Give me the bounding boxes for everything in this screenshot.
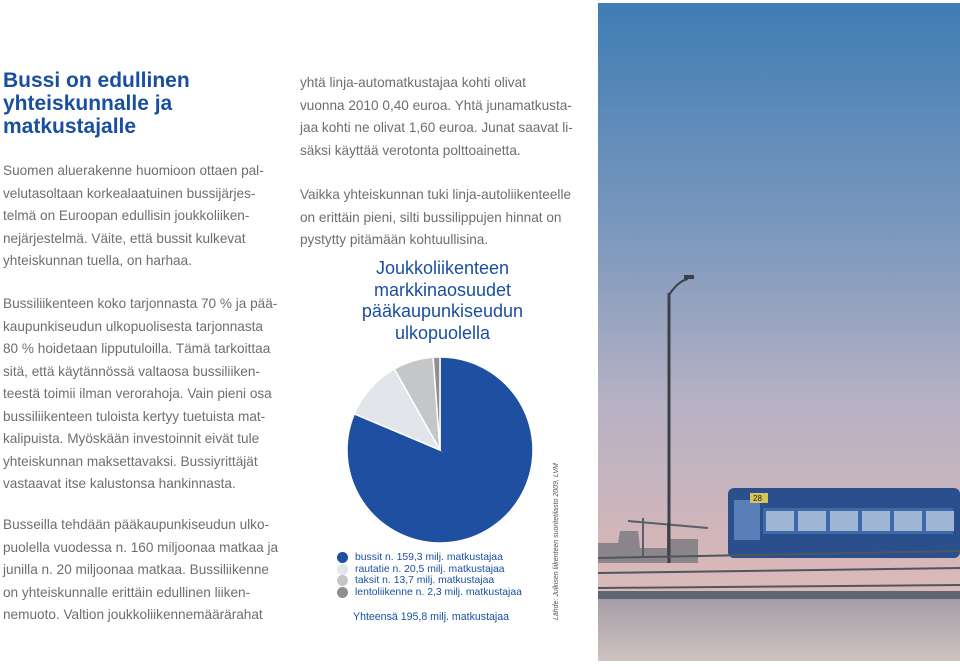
legend-swatch bbox=[337, 564, 348, 575]
paragraph-subsidy-per-passenger bbox=[300, 72, 579, 162]
legend-item-taxis bbox=[337, 575, 547, 587]
text-line: Suomen aluerakenne huomioon ottaen pal- bbox=[3, 163, 264, 178]
market-share-pie-chart bbox=[345, 355, 535, 545]
text-line: yhtä linja-automatkustajaa kohti olivat bbox=[300, 75, 526, 90]
legend-swatch bbox=[337, 552, 348, 563]
text-line: yhteiskunnan tuella, on harhaa. bbox=[3, 253, 192, 268]
legend-label: taksit n. 13,7 milj. matkustajaa bbox=[355, 575, 495, 586]
legend-label: bussit n. 159,3 milj. matkustajaa bbox=[355, 552, 503, 563]
text-line: nemuoto. Valtion joukkoliikennemäärärahat bbox=[3, 607, 263, 622]
legend-item-air bbox=[337, 587, 547, 599]
text-line: jaa kohti ne olivat 1,60 euroa. Junat saavat li- bbox=[300, 120, 573, 135]
text-line: Vaikka yhteiskunnan tuki linja-autoliikenteelle bbox=[300, 187, 572, 202]
text-line: velutasoltaan korkealaatuinen bussijärjes- bbox=[3, 185, 256, 201]
text-line: 80 % hoidetaan lipputuloilla. Tämä tarkoittaa bbox=[3, 341, 271, 356]
text-line: yhteiskunnan maksettavaksi. Bussiyrittäjät bbox=[3, 453, 258, 469]
chart-title-line: ulkopuolella bbox=[394, 322, 491, 343]
text-line: kaupunkiseudun ulkopuolisesta tarjonnasta bbox=[3, 318, 263, 334]
text-line: Bussiliikenteen koko tarjonnasta 70 % ja pää- bbox=[3, 296, 278, 311]
legend-swatch bbox=[337, 575, 348, 586]
text-line: bussiliikenteen tuloista kertyy tuetuista mat- bbox=[3, 408, 266, 424]
chart-title-line: markkinaosuudet bbox=[373, 279, 512, 300]
photo-illustration bbox=[598, 3, 960, 661]
text-line: vuonna 2010 0,40 euroa. Yhtä junamatkusta- bbox=[300, 97, 572, 113]
title-line-3: matkustajalle bbox=[3, 115, 137, 138]
bridge-edge bbox=[598, 591, 960, 599]
text-line: nejärjestelmä. Väite, että bussit kulkevat bbox=[3, 230, 246, 246]
paragraph-ticket-revenue bbox=[3, 293, 279, 496]
text-line: kalipuista. Myöskään investoinnit eivät tule bbox=[3, 431, 260, 446]
legend-item-buses bbox=[337, 552, 547, 564]
title-line-1: Bussi on edullinen bbox=[3, 69, 190, 92]
text-line: puolella vuodessa n. 160 miljoonaa matkaa ja bbox=[3, 539, 279, 555]
text-line: vastaavat itse kalustonsa hankinnasta. bbox=[3, 476, 236, 491]
page-title bbox=[3, 69, 273, 138]
paragraph-trip-volumes bbox=[3, 514, 279, 627]
text-line: säksi käyttää verotonta polttoainetta. bbox=[300, 142, 521, 158]
text-line: telmä on Euroopan edullisin joukkoliiken- bbox=[3, 208, 250, 223]
chart-title-line: Joukkoliikenteen bbox=[375, 258, 510, 278]
bridge-deck bbox=[598, 591, 960, 661]
bus-route-number: 28 bbox=[753, 494, 762, 503]
text-line: teestä toimii ilman verorahoja. Vain pieni osa bbox=[3, 386, 272, 401]
title-line-2: yhteiskunnalle ja bbox=[3, 92, 173, 115]
chart-total: Yhteensä 195,8 milj. matkustajaa bbox=[353, 611, 510, 623]
text-line: Busseilla tehdään pääkaupunkiseudun ulko- bbox=[3, 517, 270, 532]
legend-label: rautatie n. 20,5 milj. matkustajaa bbox=[355, 563, 505, 575]
text-line: sitä, että käytännössä valtaosa bussiliiken- bbox=[3, 363, 260, 379]
legend-label: lentoliikenne n. 2,3 milj. matkustajaa bbox=[355, 586, 522, 598]
bus-on-bridge-photo bbox=[598, 3, 960, 661]
text-line: pystytty pitämään kohtuullisina. bbox=[300, 232, 489, 247]
text-line: junilla n. 20 miljoonaa matkaa. Bussiliikenne bbox=[3, 562, 269, 577]
chart-title bbox=[335, 258, 550, 344]
text-line: on yhteiskunnalle erittäin edullinen liiken- bbox=[3, 584, 251, 600]
chart-source: Lähde: Julkisen liikenteen suoritetilasto 2009, LVM bbox=[553, 463, 560, 620]
legend-item-rail bbox=[337, 564, 547, 576]
legend-swatch bbox=[337, 587, 348, 598]
paragraph-ticket-prices bbox=[300, 184, 579, 252]
chart-title-line: pääkaupunkiseudun bbox=[361, 301, 524, 321]
paragraph-regional-structure bbox=[3, 160, 279, 273]
chart-legend bbox=[337, 552, 547, 598]
bus bbox=[728, 488, 960, 558]
text-line: on erittäin pieni, silti bussilippujen hinnat on bbox=[300, 209, 562, 225]
